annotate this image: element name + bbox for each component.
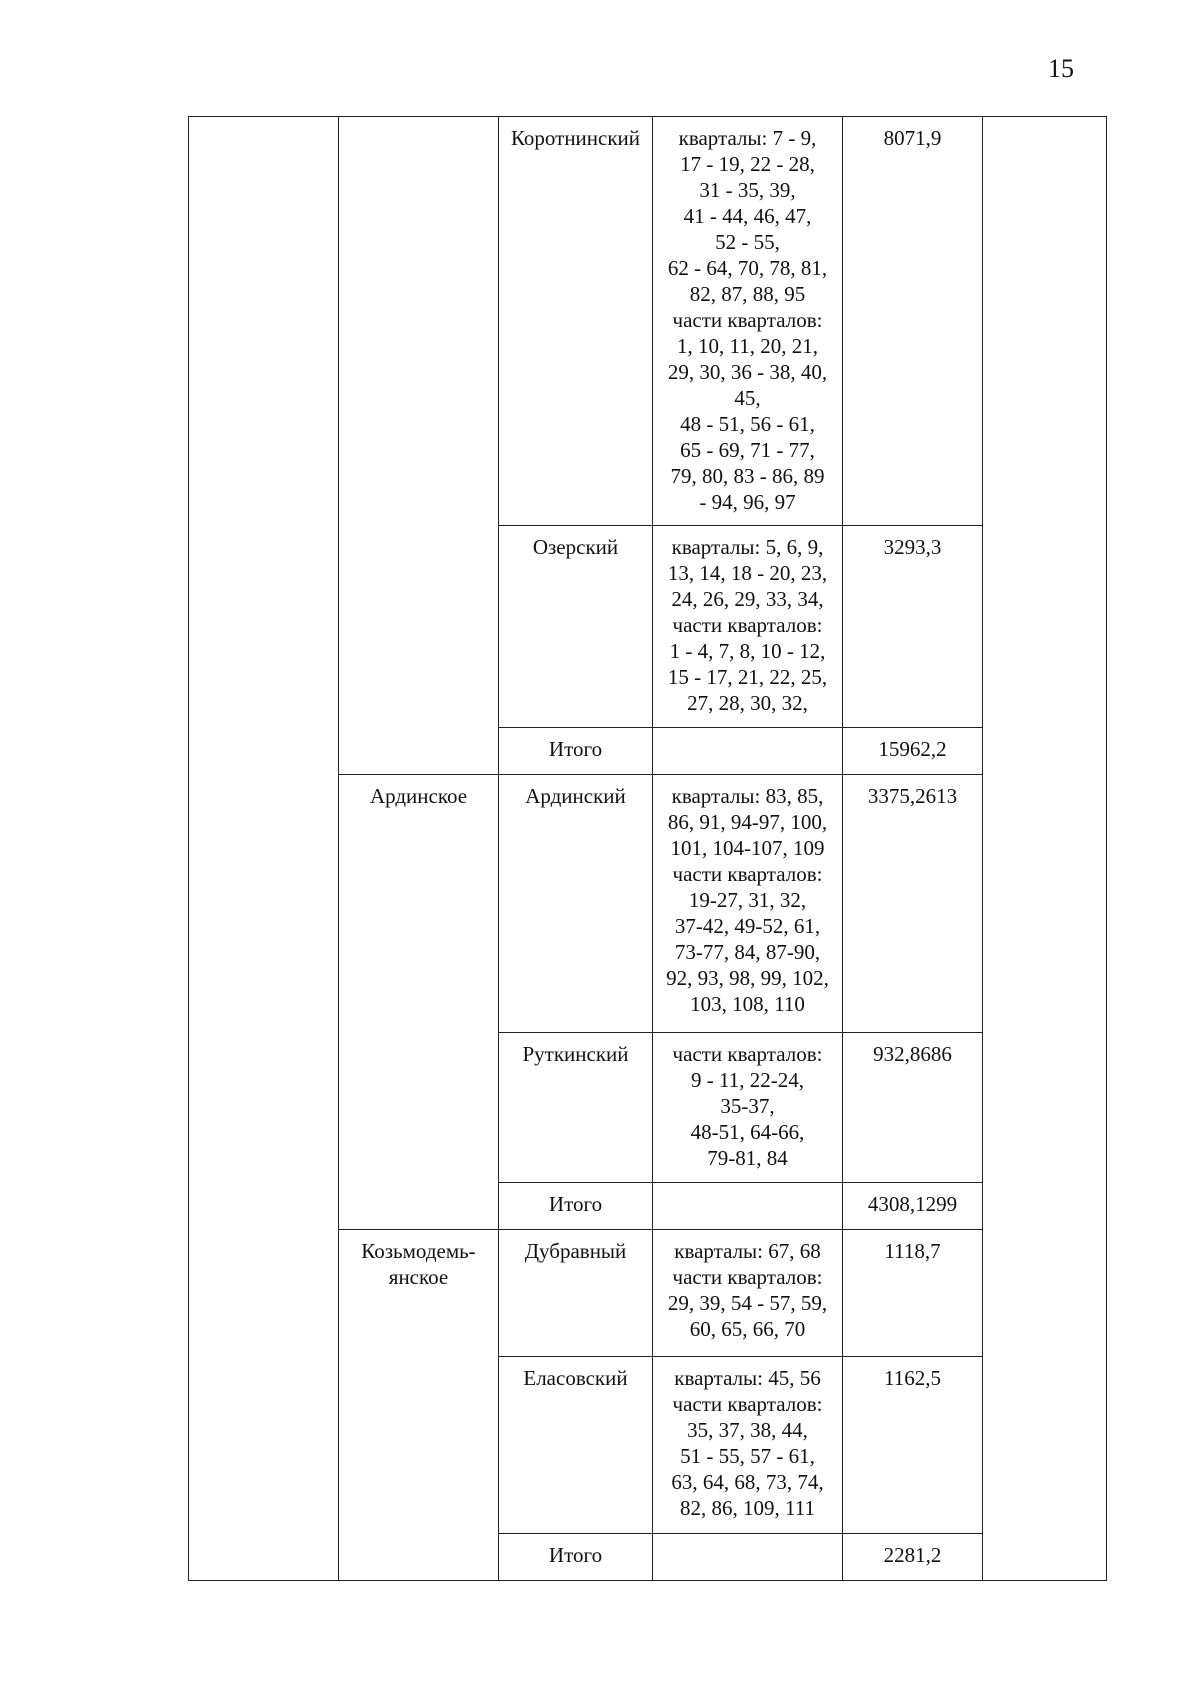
total-label-cell: Итого [499,1534,653,1581]
area-cell: 1118,7 [843,1230,983,1357]
total-area-cell: 15962,2 [843,728,983,775]
area-cell: 8071,9 [843,117,983,526]
area-cell: 3375,2613 [843,775,983,1033]
forestry-cell: Дубравный [499,1230,653,1357]
forestry-cell: Озерский [499,526,653,728]
forestry-cell: Руткинский [499,1033,653,1183]
quarters-cell: части кварталов: 9 - 11, 22-24, 35-37, 48-51, 64-66, 79-81, 84 [653,1033,843,1183]
settlement-cell: Ардинское [339,775,499,1230]
quarters-cell: кварталы: 5, 6, 9, 13, 14, 18 - 20, 23, 24, 26, 29, 33, 34, части кварталов: 1 - 4, 7, 8, 10 - 12, 15 - 17, 21, 22, 25, 27, 28, 30, 32, [653,526,843,728]
quarters-cell [653,728,843,775]
notes-cell [983,117,1107,1581]
quarters-cell [653,1534,843,1581]
total-area-cell: 4308,1299 [843,1183,983,1230]
total-label-cell: Итого [499,728,653,775]
area-cell: 932,8686 [843,1033,983,1183]
settlement-cell [339,117,499,775]
page-number: 15 [1048,54,1074,83]
area-cell: 3293,3 [843,526,983,728]
quarters-cell: кварталы: 7 - 9, 17 - 19, 22 - 28, 31 - 35, 39, 41 - 44, 46, 47, 52 - 55, 62 - 64, 70, 78, 81, 82, 87, 88, 95 части кварталов: 1, 10, 11, 20, 21, 29, 30, 36 - 38, 40, 45, 48 - 51, 56 - 61, 65 - 69, 71 - 77, 79, 80, 83 - 86, 89 - 94, 96, 97 [653,117,843,526]
forestry-cell: Ардинский [499,775,653,1033]
quarters-cell: кварталы: 83, 85, 86, 91, 94-97, 100, 101, 104-107, 109 части кварталов: 19-27, 31, 32, 37-42, 49-52, 61, 73-77, 84, 87-90, 92, 93, 98, 99, 102, 103, 108, 110 [653,775,843,1033]
forest-table-container [188,116,1107,1581]
total-label-cell: Итого [499,1183,653,1230]
table-row [189,117,1107,526]
total-area-cell: 2281,2 [843,1534,983,1581]
forestry-cell: Коротнинский [499,117,653,526]
forestry-cell: Еласовский [499,1357,653,1534]
quarters-cell [653,1183,843,1230]
area-cell: 1162,5 [843,1357,983,1534]
forest-table [188,116,1107,1581]
settlement-cell: Козьмодемь- янское [339,1230,499,1581]
district-cell [189,117,339,1581]
quarters-cell: кварталы: 45, 56 части кварталов: 35, 37, 38, 44, 51 - 55, 57 - 61, 63, 64, 68, 73, 74, 82, 86, 109, 111 [653,1357,843,1534]
quarters-cell: кварталы: 67, 68 части кварталов: 29, 39, 54 - 57, 59, 60, 65, 66, 70 [653,1230,843,1357]
